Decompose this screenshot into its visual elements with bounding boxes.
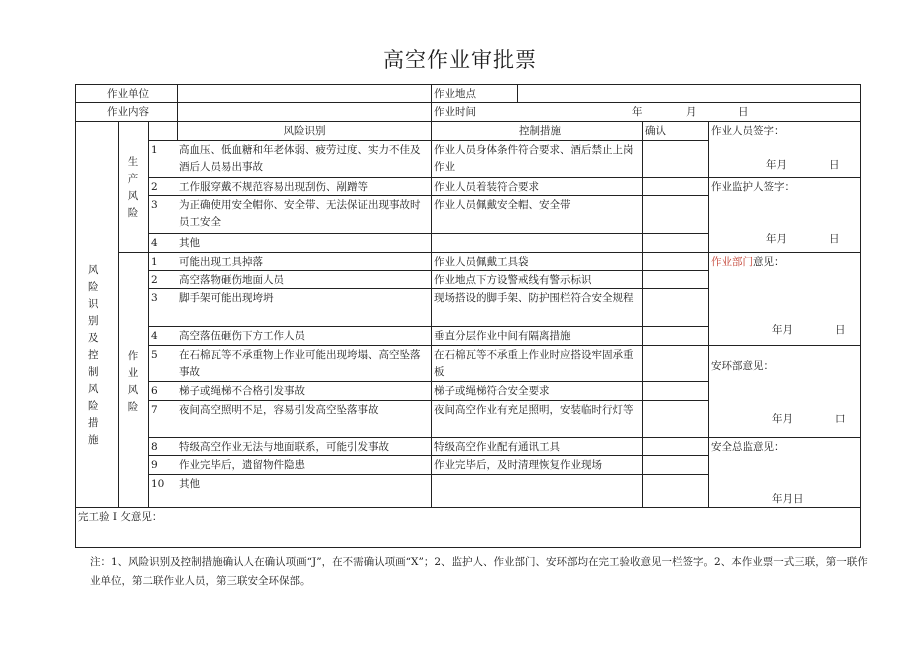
confirm-cell[interactable]: [643, 234, 708, 252]
row-number: 3: [151, 292, 158, 304]
content-value-field[interactable]: [178, 103, 431, 121]
confirm-cell[interactable]: [643, 438, 708, 455]
completion-label: 完工验 I 攵意见：: [78, 511, 163, 523]
risk-cell: 脚手架可能出现垮坍: [179, 292, 274, 304]
row-number: 10: [151, 478, 165, 490]
year-label: 年: [632, 106, 643, 118]
confirm-header: 确认: [645, 125, 666, 137]
measure-cell: 作业地点下方设警戒线有警示标识: [434, 274, 592, 286]
risk-cell: 梯子或绳梯不合格引发事故: [179, 385, 305, 397]
row-number: 4: [151, 330, 158, 342]
confirm-cell[interactable]: [643, 178, 708, 195]
safety-chief-label: 安全总监意见：: [711, 441, 785, 453]
risk-cell: 高空落伍砸伤下方工作人员: [179, 330, 305, 342]
dept-opinion-date: 年月 日: [772, 324, 846, 336]
control-header: 控制措施: [519, 125, 561, 137]
row-number: 6: [151, 385, 158, 397]
monitor-signature-label: 作业监护人签字：: [711, 181, 795, 193]
risk-cell: 其他: [179, 237, 200, 249]
risk-cell: 工作服穿戴不规范容易出现刮伤、剐蹭等: [179, 181, 368, 193]
row-number: 7: [151, 404, 158, 416]
measure-cell: 作业人员佩戴工具袋: [434, 256, 529, 268]
safety-dept-label: 安环部意见：: [711, 360, 774, 372]
row-number: 2: [151, 181, 158, 193]
row-number: 4: [151, 237, 158, 249]
measure-cell: 作业人员身体条件符合要求、酒后禁止上岗作业: [434, 144, 634, 173]
dept-name: 作业部门: [711, 256, 753, 268]
row-number: 5: [151, 349, 158, 361]
confirm-cell[interactable]: [643, 456, 708, 474]
unit-label: 作业单位: [107, 88, 149, 100]
risk-id-header: 风险识别: [283, 125, 326, 137]
confirm-cell[interactable]: [643, 327, 708, 345]
row-number: 1: [151, 256, 158, 268]
risk-cell: 高血压、低血糖和年老体弱、疲劳过度、实力不佳及酒后人员易出事故: [179, 144, 421, 173]
measure-cell: 夜间高空作业有充足照明，安装临时行灯等: [434, 404, 634, 416]
measure-cell: 垂直分层作业中间有隔离措施: [434, 330, 571, 342]
group-label: 风险识别及控制风险措施: [88, 264, 105, 446]
location-value-field[interactable]: [518, 85, 860, 102]
row-number: 1: [151, 144, 158, 156]
dept-opinion-label: [709, 253, 860, 271]
dept-opinion-suffix: 意见：: [753, 256, 785, 268]
confirm-cell[interactable]: [643, 346, 708, 381]
row-number: 3: [151, 199, 158, 211]
confirm-cell[interactable]: [643, 196, 708, 233]
confirm-cell[interactable]: [643, 475, 708, 507]
unit-value-field[interactable]: [178, 85, 431, 102]
content-label: 作业内容: [107, 106, 149, 118]
completion-opinion-field[interactable]: [76, 508, 860, 547]
safety-dept-date: 年月 口: [772, 413, 846, 425]
risk-cell: 高空落物砸伤地面人员: [179, 274, 284, 286]
measure-cell: 作业人员着装符合要求: [434, 181, 539, 193]
confirm-cell[interactable]: [643, 382, 708, 400]
row-number: 8: [151, 441, 158, 453]
confirm-cell[interactable]: [643, 253, 708, 270]
production-risk-label: 生产风险: [127, 156, 139, 219]
risk-cell: 为正确使用安全帽你、安全带、无法保证出现事故时员工安全: [179, 199, 421, 228]
risk-cell: 作业完毕后，遗留物件隐患: [179, 459, 305, 471]
risk-cell: 其他: [179, 478, 200, 490]
row-number: 2: [151, 274, 158, 286]
row-number: 9: [151, 459, 158, 471]
worker-signature-label: 作业人员签字：: [711, 125, 785, 137]
risk-cell: 可能出现工具掉落: [179, 256, 263, 268]
confirm-cell[interactable]: [643, 401, 708, 437]
confirm-cell[interactable]: [643, 141, 708, 177]
day-label: 日: [738, 106, 749, 118]
measure-cell: 作业完毕后，及时清理恢复作业现场: [434, 459, 602, 471]
risk-cell: 在石棉瓦等不承重物上作业可能出现垮塌、高空坠落事故: [179, 349, 421, 378]
confirm-cell[interactable]: [643, 289, 708, 326]
time-label: 作业时间: [434, 106, 476, 118]
measure-cell: [432, 234, 642, 252]
measure-cell: 特级高空作业配有通讯工具: [434, 441, 560, 453]
month-label: 月: [686, 106, 697, 118]
measure-cell: 在石棉瓦等不承重上作业时应搭设牢固承重板: [434, 349, 634, 378]
safety-chief-date: 年月日: [772, 493, 804, 505]
measure-cell: [432, 475, 642, 507]
operation-risk-label: 作业风险: [127, 350, 139, 413]
confirm-cell[interactable]: [643, 271, 708, 288]
measure-cell: 作业人员佩戴安全帽、安全带: [434, 199, 571, 211]
worker-signature-date: 年月 日: [766, 159, 840, 171]
monitor-signature-date: 年月 日: [766, 233, 840, 245]
page-title: 高空作业审批票: [383, 48, 537, 72]
footnote: 注：1、风险识别及控制措施确认人在确认项画“J”，在不需确认项画“X”；2、监护人、作业部门、安环部均在完工验收意见一栏签字。2、本作业票一式三联，第一联作业单位，第二联作业人员，第三联安全环保部。: [90, 556, 868, 587]
risk-cell: 夜间高空照明不足，容易引发高空坠落事故: [179, 404, 379, 416]
risk-cell: 特级高空作业无法与地面联系，可能引发事故: [179, 441, 389, 453]
measure-cell: 现场搭设的脚手架、防护围栏符合安全规程: [434, 292, 634, 304]
measure-cell: 梯子或绳梯符合安全要求: [434, 385, 550, 397]
location-label: 作业地点: [434, 88, 476, 100]
